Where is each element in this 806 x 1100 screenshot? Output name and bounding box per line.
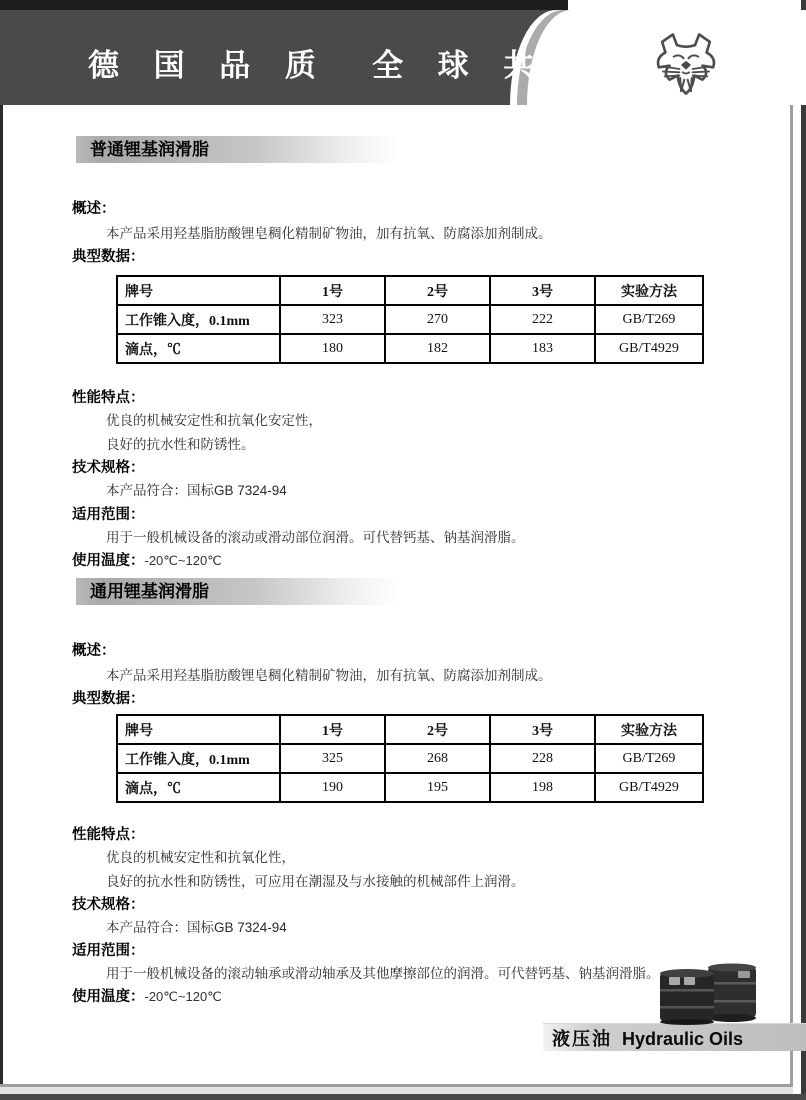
overview-text: 本产品采用羟基脂肪酸锂皂稠化精制矿物油，加有抗氧、防腐添加剂制成。 <box>106 226 552 241</box>
scope-label: 适用范围： <box>72 943 145 959</box>
table-header-row <box>117 715 703 744</box>
spec-text: 本产品符合：国标GB 7324-94 <box>106 483 287 498</box>
footer-category-space <box>612 1029 622 1049</box>
table-header-cell: 1号 <box>280 715 385 744</box>
footer-category-en: Hydraulic Oils <box>622 1029 744 1049</box>
spec-label: 技术规格： <box>72 460 145 476</box>
table-cell: GB/T4929 <box>595 773 703 802</box>
overview-label: 概述： <box>72 201 116 217</box>
table-header-cell: 2号 <box>385 715 490 744</box>
table-cell: 工作锥入度，0.1mm <box>117 744 280 773</box>
table-header-cell: 实验方法 <box>595 715 703 744</box>
temperature-value: -20℃~120℃ <box>144 553 222 568</box>
table-cell: 323 <box>280 305 385 334</box>
typical-data-table <box>116 714 704 803</box>
feature-line: 优良的机械安定性和抗氧化性， <box>106 850 295 865</box>
scope-label: 适用范围： <box>72 507 145 523</box>
table-cell: 190 <box>280 773 385 802</box>
table-cell: 工作锥入度，0.1mm <box>117 305 280 334</box>
section-title-bar: 通用锂基润滑脂 <box>76 578 398 605</box>
spec-label: 技术规格： <box>72 897 145 913</box>
table-cell: 222 <box>490 305 595 334</box>
footer-category-title <box>552 1025 743 1051</box>
table-cell: 270 <box>385 305 490 334</box>
table-cell: 268 <box>385 744 490 773</box>
footer-category-cn: 液压油 <box>552 1029 612 1049</box>
section-ordinary-lithium-grease <box>0 136 806 576</box>
spec-text: 本产品符合：国标GB 7324-94 <box>106 920 287 935</box>
table-cell: 滴点，℃ <box>117 773 280 802</box>
typical-data-label: 典型数据： <box>72 691 145 707</box>
section-general-lithium-grease <box>0 578 806 1018</box>
table-cell: 325 <box>280 744 385 773</box>
features-label: 性能特点： <box>72 827 145 843</box>
scope-text: 用于一般机械设备的滚动轴承或滑动轴承及其他摩擦部位的润滑。可代替钙基、钠基润滑脂。 <box>106 966 660 981</box>
table-row <box>117 744 703 773</box>
typical-data-table <box>116 275 704 364</box>
table-cell: 195 <box>385 773 490 802</box>
table-header-cell: 牌号 <box>117 715 280 744</box>
feature-line: 优良的机械安定性和抗氧化安定性， <box>106 413 322 428</box>
temperature-value: -20℃~120℃ <box>144 989 222 1004</box>
table-cell: GB/T4929 <box>595 334 703 363</box>
table-cell: 182 <box>385 334 490 363</box>
table-cell: 198 <box>490 773 595 802</box>
temperature-label: 使用温度： <box>72 553 145 569</box>
oil-drums-image <box>652 962 770 1025</box>
table-cell: 滴点，℃ <box>117 334 280 363</box>
banner-top-strip <box>0 0 568 10</box>
table-cell: GB/T269 <box>595 744 703 773</box>
table-header-cell: 3号 <box>490 715 595 744</box>
table-cell: GB/T269 <box>595 305 703 334</box>
page-bottom-edge <box>0 1094 806 1100</box>
table-cell: 183 <box>490 334 595 363</box>
temperature-line <box>72 985 222 1006</box>
typical-data-label: 典型数据： <box>72 249 145 265</box>
table-header-cell: 牌号 <box>117 276 280 305</box>
table-header-cell: 1号 <box>280 276 385 305</box>
banner-title: 德 国 品 质 全 球 共 享 <box>88 48 613 83</box>
table-header-cell: 3号 <box>490 276 595 305</box>
overview-text: 本产品采用羟基脂肪酸锂皂稠化精制矿物油，加有抗氧、防腐添加剂制成。 <box>106 668 552 683</box>
table-cell: 180 <box>280 334 385 363</box>
table-header-row <box>117 276 703 305</box>
table-row <box>117 334 703 363</box>
lynx-logo-icon <box>644 32 728 106</box>
table-header-cell: 实验方法 <box>595 276 703 305</box>
scope-text: 用于一般机械设备的滚动或滑动部位润滑。可代替钙基、钠基润滑脂。 <box>106 530 525 545</box>
temperature-label: 使用温度： <box>72 989 145 1005</box>
feature-line: 良好的抗水性和防锈性，可应用在潮湿及与水接触的机械部件上润滑。 <box>106 874 525 889</box>
temperature-line <box>72 549 222 570</box>
frame-bottom-band <box>0 1087 793 1094</box>
feature-line: 良好的抗水性和防锈性。 <box>106 437 255 452</box>
table-row <box>117 773 703 802</box>
section-title-bar: 普通锂基润滑脂 <box>76 136 398 163</box>
table-row <box>117 305 703 334</box>
table-header-cell: 2号 <box>385 276 490 305</box>
features-label: 性能特点： <box>72 390 145 406</box>
table-cell: 228 <box>490 744 595 773</box>
overview-label: 概述： <box>72 643 116 659</box>
